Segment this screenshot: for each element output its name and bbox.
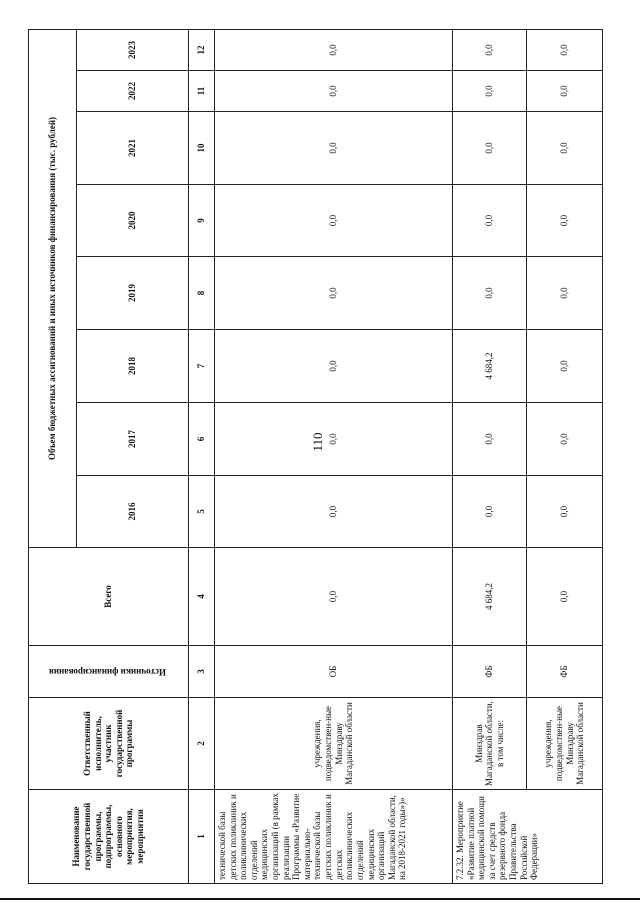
column-number: 8 (189, 257, 215, 330)
column-number: 10 (189, 112, 215, 185)
header-year: 2023 (77, 29, 189, 70)
row-value: 0,0 (527, 185, 603, 257)
rotated-page (28, 30, 602, 884)
page-number: 110 (310, 432, 325, 452)
row-value: 0,0 (215, 257, 453, 330)
column-number: 11 (189, 71, 215, 112)
row-executor: учреждения, подведомствен-ные Минздраву Магаданской области (215, 698, 453, 790)
row-total: 0,0 (527, 548, 603, 646)
column-number: 2 (189, 698, 215, 790)
header-source-text: Источники финансирования (48, 666, 166, 677)
page-bottom-rule (0, 898, 640, 900)
row-value: 0,0 (527, 112, 603, 185)
table-row (215, 29, 453, 883)
header-year: 2018 (77, 330, 189, 403)
row-value: 0,0 (453, 185, 527, 257)
column-number: 6 (189, 403, 215, 476)
row-value: 0,0 (453, 71, 527, 112)
row-source: ОБ (215, 646, 453, 698)
row-source: ФБ (453, 646, 527, 698)
row-executor: Минздрав Магаданской области, в том числе: (453, 698, 527, 790)
row-value: 0,0 (453, 476, 527, 548)
row-value: 0,0 (527, 330, 603, 403)
header-total: Всего (29, 548, 189, 646)
row-value: 4 684,2 (453, 330, 527, 403)
financing-table (28, 29, 603, 884)
header-source (29, 646, 189, 698)
row-value: 0,0 (215, 29, 453, 70)
header-name: Наименование государственной программы, подпрограммы, основного мероприятия, мероприятия (29, 790, 189, 884)
row-value: 0,0 (215, 112, 453, 185)
row-value: 0,0 (453, 112, 527, 185)
header-year: 2016 (77, 476, 189, 548)
row-value: 0,0 (215, 403, 453, 476)
header-year: 2021 (77, 112, 189, 185)
header-year: 2022 (77, 71, 189, 112)
row-value: 0,0 (453, 403, 527, 476)
row-value: 0,0 (527, 29, 603, 70)
row-source: ФБ (527, 646, 603, 698)
row-value: 0,0 (215, 330, 453, 403)
row-value: 0,0 (453, 29, 527, 70)
column-number-row (189, 29, 215, 883)
row-total: 4 684,2 (453, 548, 527, 646)
row-value: 0,0 (527, 476, 603, 548)
header-volume-group: Объем бюджетных ассигнований и иных источников финансирования (тыс. рублей) (29, 29, 77, 547)
row-value: 0,0 (215, 476, 453, 548)
column-number: 12 (189, 29, 215, 70)
column-number: 1 (189, 790, 215, 884)
header-year: 2017 (77, 403, 189, 476)
column-number: 7 (189, 330, 215, 403)
row-executor: учреждения, подведомствен-ные Минздраву Магаданской области (527, 698, 603, 790)
column-number: 3 (189, 646, 215, 698)
header-year: 2019 (77, 257, 189, 330)
header-row-group (29, 29, 77, 883)
table-row (527, 29, 603, 883)
row-value: 0,0 (215, 185, 453, 257)
row-name: 7.2.32. Мероприятие «Развитие платной медицинской помощи за счет средств резервного фонда Правительства Российской Федерации» (453, 790, 603, 884)
table-row (453, 29, 527, 883)
column-number: 4 (189, 548, 215, 646)
row-value: 0,0 (527, 71, 603, 112)
row-value: 0,0 (527, 403, 603, 476)
header-year: 2020 (77, 185, 189, 257)
row-name: технической базы детских поликлиник и поликлинических отделений медицинских организаций (в рамках реализации Программы «Развитие материально-технической базы детских поликлиник и детских поликлинических отделений медицинских организаций Магаданской области, на 2018-2021 годы»)» (215, 790, 453, 884)
column-number: 5 (189, 476, 215, 548)
row-value: 0,0 (527, 257, 603, 330)
column-number: 9 (189, 185, 215, 257)
header-executor: Ответственный исполнитель, участник государственной программы (29, 698, 189, 790)
row-value: 0,0 (453, 257, 527, 330)
row-total: 0,0 (215, 548, 453, 646)
row-value: 0,0 (215, 71, 453, 112)
